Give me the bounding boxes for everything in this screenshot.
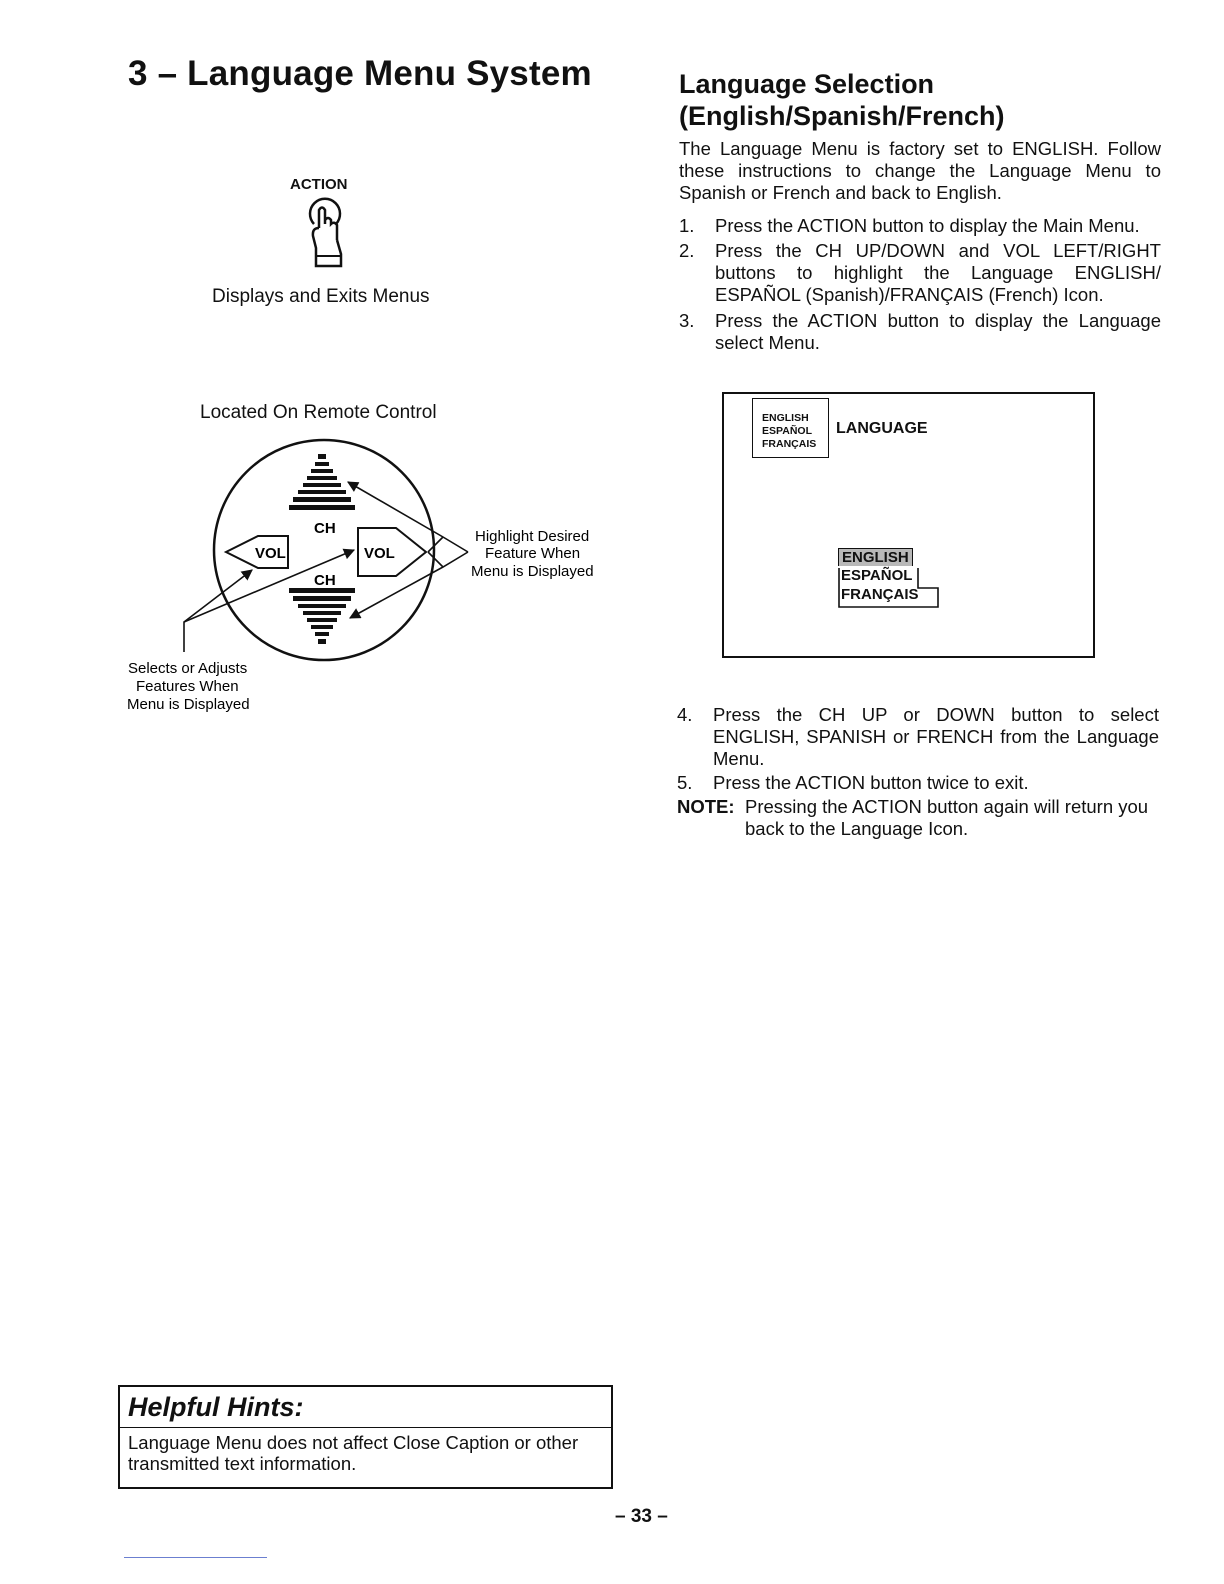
vol-left-label: VOL — [255, 545, 286, 562]
section-heading-line2: (English/Spanish/French) — [679, 101, 1005, 131]
intro-paragraph: The Language Menu is factory set to ENGLISH. Follow these instructions to change the Language Menu to Spanish or French and back to English. — [679, 138, 1161, 203]
vol-left-button — [226, 536, 288, 568]
helpful-hints-divider — [118, 1427, 613, 1428]
svg-text:Selects or Adjusts: Selects or Adjusts — [128, 660, 248, 677]
note — [677, 796, 1159, 840]
highlight-arrow-up — [348, 482, 468, 552]
language-menu-icon: ENGLISH ESPAÑOL FRANÇAIS — [752, 398, 829, 458]
remote-caption: Located On Remote Control — [200, 402, 437, 423]
helpful-hints-title: Helpful Hints: — [128, 1392, 304, 1422]
section-heading — [679, 68, 1005, 132]
ch-down-label: CH — [314, 572, 336, 589]
ch-down-icon — [289, 588, 355, 644]
footer-rule — [124, 1557, 267, 1558]
step-5: 5. Press the ACTION button twice to exit. — [677, 772, 1029, 793]
language-screen-title: LANGUAGE — [836, 420, 928, 437]
section-heading-line1: Language Selection — [679, 69, 935, 99]
press-hand-icon — [300, 194, 348, 270]
option-list-outline — [838, 548, 948, 610]
svg-text:Feature When: Feature When — [485, 545, 581, 562]
language-option-list — [838, 548, 948, 610]
action-button-label: ACTION — [290, 176, 348, 193]
ch-up-icon — [289, 454, 355, 510]
language-option-english[interactable]: ENGLISH — [838, 548, 913, 566]
highlight-note — [471, 528, 594, 580]
note-text: Pressing the ACTION button again will return you back to the Language Icon. — [745, 796, 1149, 839]
language-option-espanol[interactable]: ESPAÑOL — [841, 567, 913, 584]
language-option-francais[interactable]: FRANÇAIS — [841, 586, 919, 603]
note-label: NOTE: — [677, 796, 735, 817]
step-1: 1. Press the ACTION button to display the Main Menu. — [679, 215, 1140, 236]
step-2: 2. Press the CH UP/DOWN and VOL LEFT/RIGHT buttons to highlight the Language ENGLISH/ ESPAÑOL (Spanish)/FRANÇAIS (French) Icon. — [679, 240, 1161, 305]
svg-text:Menu is Displayed: Menu is Displayed — [127, 696, 250, 713]
svg-text:Features When: Features When — [136, 678, 239, 695]
helpful-hints-text: Language Menu does not affect Close Caption or other transmitted text information. — [128, 1432, 579, 1474]
page-number: – 33 – — [615, 1506, 668, 1527]
ch-up-label: CH — [314, 520, 336, 537]
selects-note — [127, 660, 250, 713]
page-title: 3 – Language Menu System — [128, 54, 592, 93]
vol-right-label: VOL — [364, 545, 395, 562]
action-caption: Displays and Exits Menus — [212, 286, 430, 307]
svg-text:Highlight Desired: Highlight Desired — [475, 528, 590, 545]
remote-control-diagram — [118, 430, 618, 730]
step-3: 3. Press the ACTION button to display the Language select Menu. — [679, 310, 1161, 353]
vol-right-button — [358, 528, 426, 576]
svg-text:Menu is Displayed: Menu is Displayed — [471, 563, 594, 580]
step-4: 4. Press the CH UP or DOWN button to select ENGLISH, SPANISH or FRENCH from the Language Menu. — [677, 704, 1159, 769]
